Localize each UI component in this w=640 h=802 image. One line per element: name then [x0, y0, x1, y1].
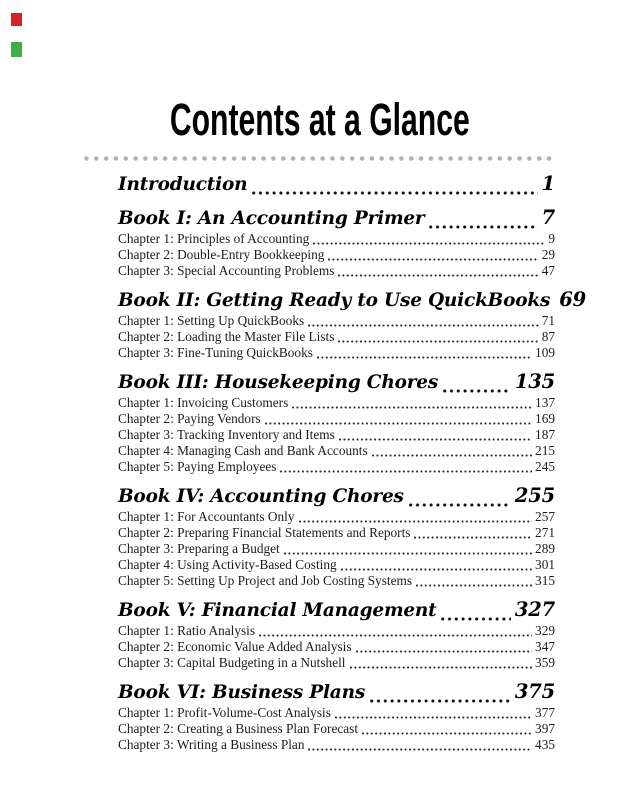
entry-label: Book III: Housekeeping Chores	[118, 372, 439, 393]
entry-label: Book II: Getting Ready to Use QuickBooks	[118, 290, 551, 311]
toc-chapter-entry	[118, 313, 555, 329]
toc-chapter-entry	[118, 525, 555, 541]
entry-page-number: 47	[541, 263, 555, 278]
entry-label: Chapter 2: Economic Value Added Analysis	[118, 639, 352, 654]
toc-chapter-entry	[118, 509, 555, 525]
entry-page-number: 255	[514, 484, 555, 507]
toc-chapter-entry	[118, 655, 555, 671]
entry-label: Chapter 3: Fine-Tuning QuickBooks	[118, 345, 313, 360]
dot-leader	[252, 191, 537, 195]
toc-chapter-entry	[118, 459, 555, 475]
entry-page-number: 1	[541, 172, 555, 195]
entry-page-number: 377	[535, 705, 555, 720]
toc-book-entry	[118, 598, 555, 623]
dot-leader	[370, 699, 511, 703]
toc-book-entry	[118, 206, 555, 231]
toc-chapter-entry	[118, 721, 555, 737]
entry-label: Chapter 1: Principles of Accounting	[118, 231, 310, 246]
toc-chapter-entry	[118, 395, 555, 411]
toc-chapter-entry	[118, 231, 555, 247]
dot-leader	[299, 520, 533, 523]
toc-introduction-entry	[118, 172, 555, 197]
dot-leader	[409, 503, 511, 507]
dot-leader	[443, 389, 511, 393]
dot-leader	[429, 225, 537, 229]
entry-label: Chapter 2: Preparing Financial Statements and Reports	[118, 525, 411, 540]
entry-label: Chapter 3: Capital Budgeting in a Nutshell	[118, 655, 346, 670]
dot-leader	[265, 422, 532, 425]
entry-label: Book VI: Business Plans	[118, 682, 366, 703]
dot-leader	[308, 324, 539, 327]
entry-page-number: 397	[535, 721, 555, 736]
toc-chapter-entry	[118, 541, 555, 557]
entry-page-number: 271	[535, 525, 555, 540]
toc-book-entry	[118, 288, 586, 313]
toc-chapter-entry	[118, 443, 555, 459]
entry-label: Introduction	[118, 174, 248, 195]
entry-page-number: 87	[541, 329, 555, 344]
dot-leader	[341, 568, 532, 571]
dot-leader	[441, 617, 510, 621]
dot-leader	[292, 406, 532, 409]
entry-page-number: 215	[535, 443, 555, 458]
entry-page-number: 329	[535, 623, 555, 638]
dot-leader	[328, 258, 538, 261]
entry-label: Chapter 3: Writing a Business Plan	[118, 737, 305, 752]
entry-label: Chapter 2: Creating a Business Plan Forecast	[118, 721, 359, 736]
entry-page-number: 137	[535, 395, 555, 410]
toc-chapter-entry	[118, 427, 555, 443]
entry-page-number: 289	[535, 541, 555, 556]
dot-leader	[350, 666, 533, 669]
entry-page-number: 7	[541, 206, 555, 229]
entry-page-number: 327	[514, 598, 555, 621]
entry-page-number: 135	[514, 370, 555, 393]
toc-chapter-entry	[118, 345, 555, 361]
dot-leader	[356, 650, 533, 653]
dot-leader	[317, 356, 532, 359]
dot-leader	[313, 242, 545, 245]
dot-leader	[338, 274, 538, 277]
entry-label: Chapter 3: Tracking Inventory and Items	[118, 427, 335, 442]
dotted-divider	[84, 155, 556, 162]
entry-label: Chapter 3: Special Accounting Problems	[118, 263, 335, 278]
toc-chapter-entry	[118, 623, 555, 639]
title-block	[0, 94, 640, 145]
entry-label: Book IV: Accounting Chores	[118, 486, 404, 507]
entry-label: Chapter 4: Using Activity-Based Costing	[118, 557, 337, 572]
dot-leader	[284, 552, 532, 555]
dot-leader	[335, 716, 532, 719]
toc-chapter-entry	[118, 247, 555, 263]
entry-label: Chapter 5: Setting Up Project and Job Costing Systems	[118, 573, 412, 588]
entry-page-number: 245	[535, 459, 555, 474]
dot-leader	[339, 438, 532, 441]
toc-book-entry	[118, 484, 555, 509]
entry-page-number: 109	[535, 345, 555, 360]
entry-page-number: 315	[535, 573, 555, 588]
dot-leader	[338, 340, 538, 343]
toc-chapter-entry	[118, 411, 555, 427]
entry-page-number: 69	[559, 288, 586, 311]
toc	[118, 163, 586, 753]
dot-leader	[372, 454, 532, 457]
entry-label: Chapter 1: Profit-Volume-Cost Analysis	[118, 705, 331, 720]
toc-chapter-entry	[118, 573, 555, 589]
green-scan-mark	[11, 42, 22, 57]
entry-page-number: 301	[535, 557, 555, 572]
toc-chapter-entry	[118, 329, 555, 345]
entry-page-number: 9	[548, 231, 555, 246]
entry-label: Chapter 1: Invoicing Customers	[118, 395, 289, 410]
entry-label: Chapter 1: Ratio Analysis	[118, 623, 256, 638]
entry-page-number: 375	[514, 680, 555, 703]
entry-label: Chapter 4: Managing Cash and Bank Accounts	[118, 443, 368, 458]
toc-chapter-entry	[118, 557, 555, 573]
dot-leader	[416, 584, 532, 587]
dot-leader	[414, 536, 532, 539]
entry-label: Chapter 2: Paying Vendors	[118, 411, 261, 426]
entry-page-number: 347	[535, 639, 555, 654]
entry-label: Chapter 1: For Accountants Only	[118, 509, 295, 524]
dot-leader	[308, 748, 532, 751]
toc-book-entry	[118, 680, 555, 705]
toc-chapter-entry	[118, 705, 555, 721]
entry-page-number: 187	[535, 427, 555, 442]
toc-book-entry	[118, 370, 555, 395]
entry-label: Chapter 1: Setting Up QuickBooks	[118, 313, 305, 328]
entry-page-number: 169	[535, 411, 555, 426]
red-scan-mark	[11, 13, 22, 26]
entry-label: Book I: An Accounting Primer	[118, 208, 425, 229]
toc-chapter-entry	[118, 263, 555, 279]
entry-page-number: 71	[541, 313, 555, 328]
page-title: Contents at a Glance	[170, 94, 470, 145]
entry-page-number: 435	[535, 737, 555, 752]
entry-label: Chapter 2: Loading the Master File Lists	[118, 329, 335, 344]
dot-leader	[259, 634, 532, 637]
entry-page-number: 29	[541, 247, 555, 262]
entry-label: Chapter 2: Double-Entry Bookkeeping	[118, 247, 325, 262]
entry-page-number: 359	[535, 655, 555, 670]
entry-page-number: 257	[535, 509, 555, 524]
entry-label: Chapter 3: Preparing a Budget	[118, 541, 280, 556]
toc-chapter-entry	[118, 639, 555, 655]
dot-leader	[280, 470, 532, 473]
entry-label: Book V: Financial Management	[118, 600, 437, 621]
dot-leader	[362, 732, 532, 735]
toc-chapter-entry	[118, 737, 555, 753]
entry-label: Chapter 5: Paying Employees	[118, 459, 277, 474]
